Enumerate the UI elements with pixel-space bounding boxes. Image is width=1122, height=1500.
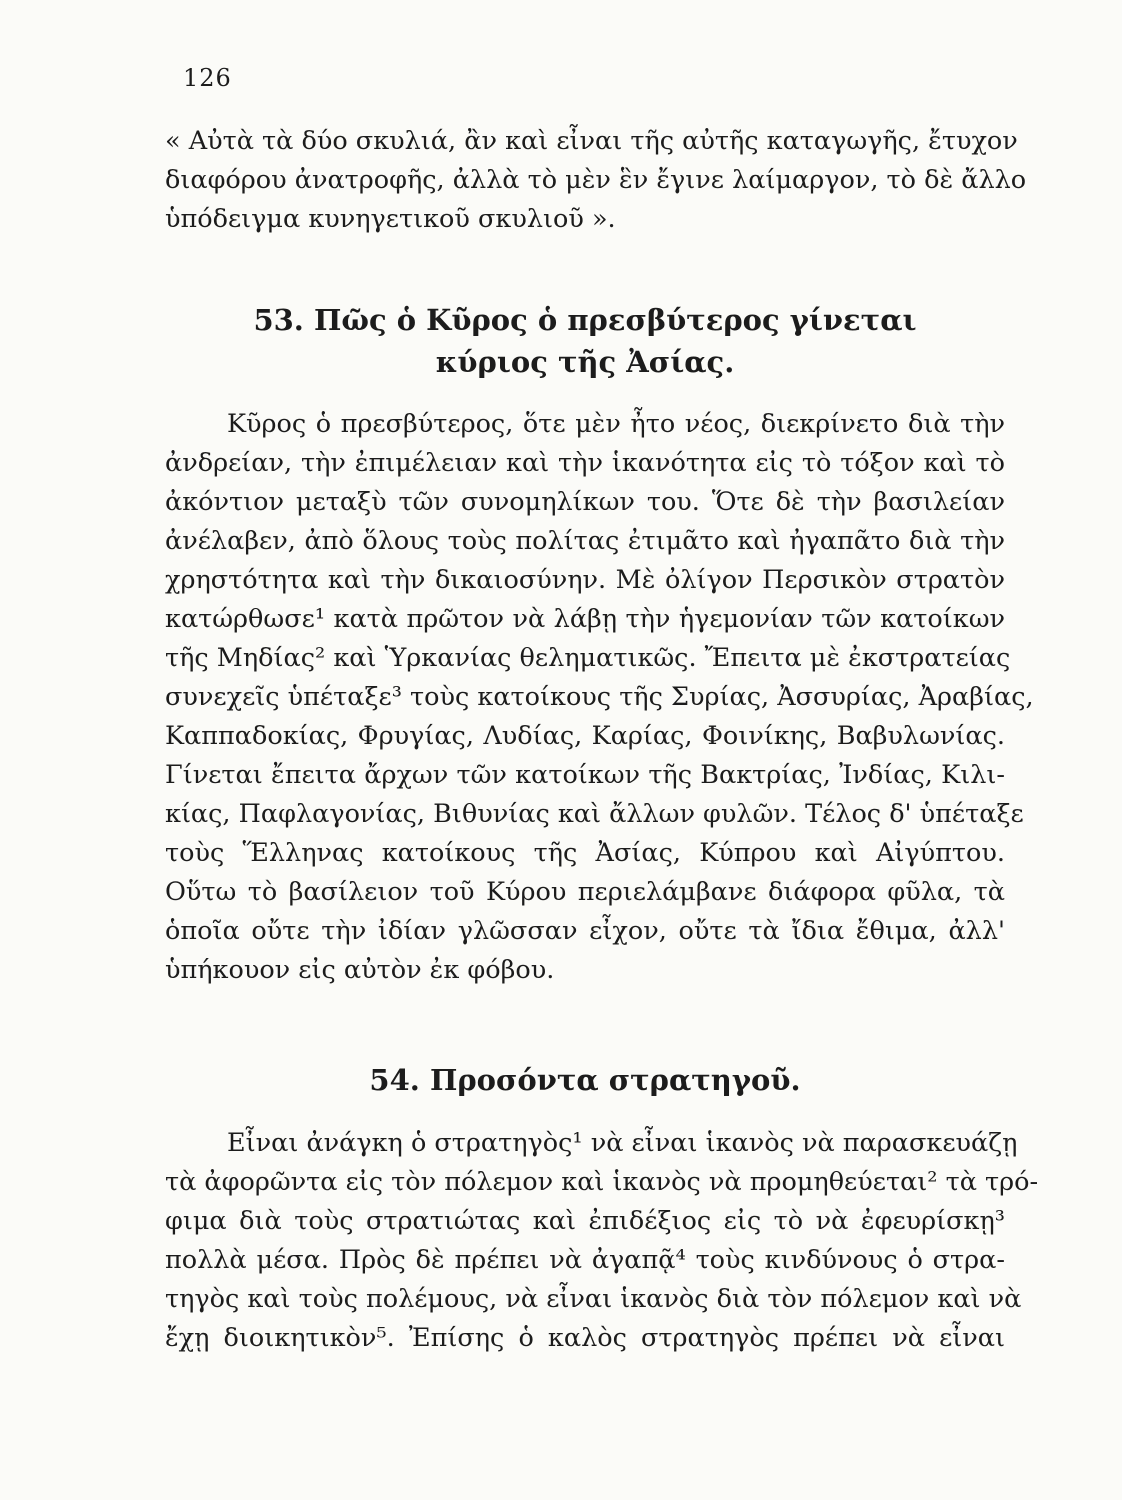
text-line: τὰ ἀφορῶντα εἰς τὸν πόλεμον καὶ ἱκανὸς νὰ προμηθεύεται² τὰ τρό- [165,1167,1039,1197]
text-line: Κῦρος ὁ πρεσβύτερος, ὅτε μὲν ἦτο νέος, διεκρίνετο διὰ τὴν [227,409,1005,439]
quote-paragraph [165,122,1027,239]
text-line: Γίνεται ἔπειτα ἄρχων τῶν κατοίκων τῆς Βακτρίας, Ἰνδίας, Κιλι- [165,760,1005,790]
text-line: τοὺς Ἕλληνας κατοίκους τῆς Ἀσίας, Κύπρου καὶ Αἰγύπτου. [165,838,1005,868]
section-54-title: 54. Προσόντα στρατηγοῦ. [369,1063,801,1097]
text-line: ὑπήκουον εἰς αὐτὸν ἐκ φόβου. [165,955,555,985]
text-line: Εἶναι ἀνάγκη ὁ στρατηγὸς¹ νὰ εἶναι ἱκανὸς νὰ παρασκευάζῃ [227,1128,1018,1158]
text-line: τηγὸς καὶ τοὺς πολέμους, νὰ εἶναι ἱκανὸς διὰ τὸν πόλεμον καὶ νὰ [165,1284,1022,1314]
text-line: ὁποῖα οὔτε τὴν ἰδίαν γλῶσσαν εἶχον, οὔτε τὰ ἴδια ἔθιμα, ἀλλ' [165,916,1005,946]
text-line: « Αὐτὰ τὰ δύο σκυλιά, ἂν καὶ εἶναι τῆς αὐτῆς καταγωγῆς, ἔτυχον [165,126,1018,156]
section-53-paragraph [165,405,1034,990]
text-line: χρηστότητα καὶ τὴν δικαιοσύνην. Μὲ ὀλίγον Περσικὸν στρατὸν [165,565,1005,595]
text-line: πολλὰ μέσα. Πρὸς δὲ πρέπει νὰ ἀγαπᾷ⁴ τοὺς κινδύνους ὁ στρα- [165,1245,1005,1275]
text-line: ἔχῃ διοικητικὸν⁵. Ἐπίσης ὁ καλὸς στρατηγὸς πρέπει νὰ εἶναι [165,1323,1005,1353]
text-line: ἀκόντιον μεταξὺ τῶν συνομηλίκων του. Ὅτε δὲ τὴν βασιλείαν [165,487,1005,517]
page-number: 126 [183,64,232,92]
section-54-paragraph [165,1124,1039,1358]
text-line: συνεχεῖς ὑπέταξε³ τοὺς κατοίκους τῆς Συρίας, Ἀσσυρίας, Ἀραβίας, [165,682,1034,712]
text-line: ὑπόδειγμα κυνηγετικοῦ σκυλιοῦ ». [165,204,616,234]
text-line: τῆς Μηδίας² καὶ Ὑρκανίας θεληματικῶς. Ἔπειτα μὲ ἐκστρατείας [165,643,1011,673]
text-line: ἀνέλαβεν, ἀπὸ ὅλους τοὺς πολίτας ἐτιμᾶτο καὶ ἠγαπᾶτο διὰ τὴν [165,526,1005,556]
text-line: ἀνδρείαν, τὴν ἐπιμέλειαν καὶ τὴν ἱκανότητα εἰς τὸ τόξον καὶ τὸ [165,448,1005,478]
text-line: κατώρθωσε¹ κατὰ πρῶτον νὰ λάβῃ τὴν ἡγεμονίαν τῶν κατοίκων [165,604,1005,634]
text-line: διαφόρου ἀνατροφῆς, ἀλλὰ τὸ μὲν ἓν ἔγινε λαίμαργον, τὸ δὲ ἄλλο [165,165,1027,195]
section-53-title-line2: κύριος τῆς Ἀσίας. [435,345,735,379]
section-53-title-line1: 53. Πῶς ὁ Κῦρος ὁ πρεσβύτερος γίνεται [253,303,917,337]
text-line: Οὕτω τὸ βασίλειον τοῦ Κύρου περιελάμβανε διάφορα φῦλα, τὰ [165,877,1005,907]
text-line: κίας, Παφλαγονίας, Βιθυνίας καὶ ἄλλων φυλῶν. Τέλος δ' ὑπέταξε [165,799,1024,829]
text-line: φιμα διὰ τοὺς στρατιώτας καὶ ἐπιδέξιος εἰς τὸ νὰ ἐφευρίσκῃ³ [165,1206,1005,1236]
text-line: Καππαδοκίας, Φρυγίας, Λυδίας, Καρίας, Φοινίκης, Βαβυλωνίας. [165,721,1005,751]
